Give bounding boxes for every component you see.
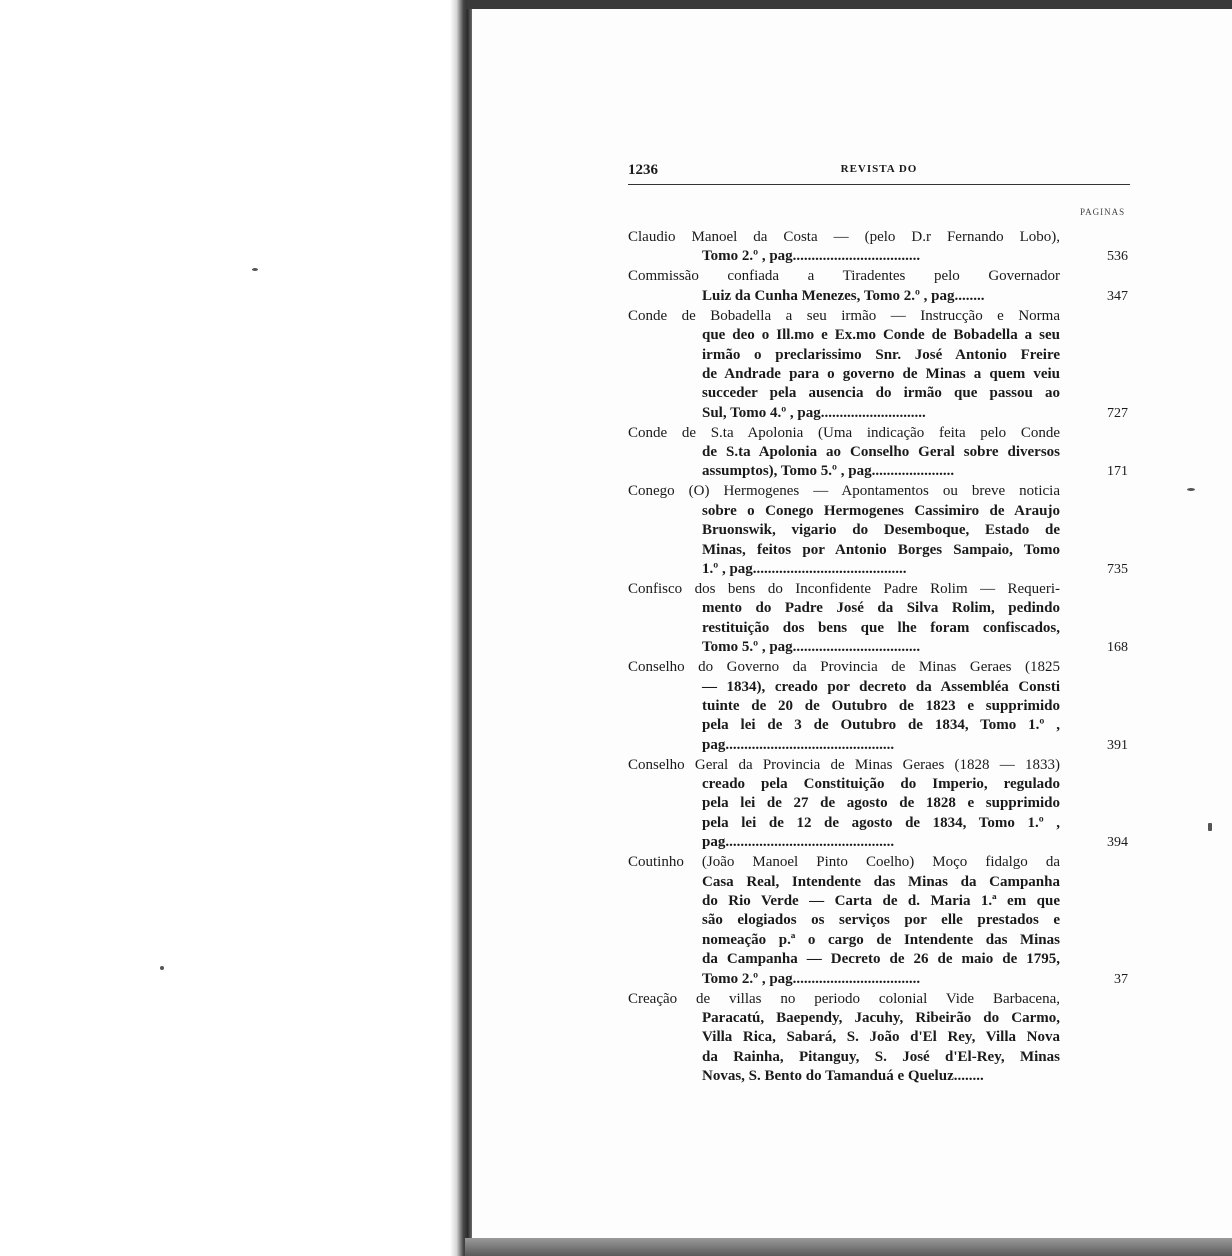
entry-text-line: Paracatú, Baependy, Jacuhy, Ribeirão do Carmo, <box>702 1009 1060 1026</box>
index-entry <box>628 228 1132 267</box>
entry-heading-line: Conselho Geral da Provincia de Minas Geraes (1828 — 1833) <box>628 756 1060 773</box>
entry-text-line: succeder pela ausencia do irmão que passou ao <box>702 385 1060 402</box>
entry-text-line: que deo o Ill.mo e Ex.mo Conde de Bobadella a seu <box>702 327 1060 344</box>
entry-text-line: Villa Rica, Sabará, S. João d'El Rey, Villa Nova <box>702 1029 1060 1046</box>
entry-page-number: 347 <box>1107 288 1128 304</box>
entry-text-line: mento do Padre José da Silva Rolim, pedindo <box>702 600 1060 617</box>
entry-text-line: Casa Real, Intendente das Minas da Campanha <box>702 873 1060 890</box>
index-entry <box>628 990 1132 1087</box>
entry-text-line: tuinte de 20 de Outubro de 1823 e supprimido <box>702 697 1060 714</box>
entry-heading-line: Conselho do Governo da Provincia de Minas Geraes (1825 <box>628 659 1060 676</box>
entry-text-line: Minas, feitos por Antonio Borges Sampaio, Tomo <box>702 541 1060 558</box>
scan-speck <box>1187 488 1195 491</box>
entry-text-line: Tomo 2.º , pag.................................. <box>702 970 921 987</box>
entry-heading-line: Conde de Bobadella a seu irmão — Instrucção e Norma <box>628 307 1060 324</box>
entry-text-line: de Andrade para o governo de Minas a quem veiu <box>702 365 1060 382</box>
page-number: 1236 <box>628 162 658 178</box>
index-entry <box>628 482 1132 579</box>
entry-text-line: pela lei de 27 de agosto de 1828 e supprimido <box>702 795 1060 812</box>
entry-page-number: 394 <box>1107 835 1128 851</box>
entry-text-line: 1.º , pag......................................... <box>702 561 907 578</box>
entry-text-line: restituição dos bens que lhe foram confiscados, <box>702 619 1060 636</box>
entry-heading-line: Commissão confiada a Tiradentes pelo Governador <box>628 268 1060 285</box>
entry-page-number: 171 <box>1107 464 1128 480</box>
entry-text-line: da Rainha, Pitanguy, S. José d'El-Rey, Minas <box>702 1048 1060 1065</box>
entry-text-line: assumptos), Tomo 5.º , pag...................... <box>702 463 955 480</box>
column-heading: PAGINAS <box>1080 207 1126 217</box>
journal-title: REVISTA DO <box>840 163 918 175</box>
entry-heading-line: Confisco dos bens do Inconfidente Padre Rolim — Requeri- <box>628 581 1060 597</box>
entry-text-line: da Campanha — Decreto de 26 de maio de 1795, <box>702 951 1060 968</box>
entry-text-line: do Rio Verde — Carta de d. Maria 1.ª em que <box>702 893 1060 910</box>
entry-text-line: Tomo 2.º , pag.................................. <box>702 248 921 265</box>
index-entries <box>628 228 1132 1087</box>
scan-speck <box>160 966 164 970</box>
book-spine <box>450 0 472 1256</box>
entry-text-line: sobre o Conego Hermogenes Cassimiro de Araujo <box>702 502 1060 519</box>
index-entry <box>628 307 1132 423</box>
left-page <box>0 0 456 1256</box>
index-entry <box>628 424 1132 482</box>
scan-speck <box>1208 823 1212 831</box>
entry-text-line: creado pela Constituição do Imperio, regulado <box>702 776 1060 793</box>
entry-text-line: são elogiados os serviços por elle prestados e <box>702 912 1060 929</box>
running-head <box>628 162 1130 185</box>
index-entry <box>628 580 1132 658</box>
entry-text-line: pag............................................. <box>702 736 895 753</box>
index-entry <box>628 853 1132 989</box>
entry-text-line: Tomo 5.º , pag.................................. <box>702 639 921 656</box>
index-entry <box>628 756 1132 853</box>
entry-page-number: 536 <box>1107 249 1128 265</box>
entry-heading-line: Creação de villas no periodo colonial Vide Barbacena, <box>628 990 1060 1007</box>
entry-page-number: 735 <box>1107 562 1128 577</box>
scan-speck <box>252 268 258 271</box>
entry-page-number: 727 <box>1107 405 1128 421</box>
entry-text-line: irmão o preclarissimo Snr. José Antonio Freire <box>702 346 1060 363</box>
page-top-edge <box>465 0 1232 9</box>
entry-heading-line: Conde de S.ta Apolonia (Uma indicação feita pelo Conde <box>628 424 1060 441</box>
entry-heading-line: Coutinho (João Manoel Pinto Coelho) Moço fidalgo da <box>628 854 1060 871</box>
entry-text-line: pela lei de 12 de agosto de 1834, Tomo 1.º , <box>702 814 1060 831</box>
entry-heading-line: Conego (O) Hermogenes — Apontamentos ou breve noticia <box>628 483 1060 500</box>
entry-heading-line: Claudio Manoel da Costa — (pelo D.r Fernando Lobo), <box>628 229 1060 245</box>
entry-page-number: 37 <box>1114 971 1128 987</box>
entry-text-line: pag............................................. <box>702 834 895 851</box>
page-bottom-edge <box>465 1238 1232 1256</box>
entry-text-line: Sul, Tomo 4.º , pag............................ <box>702 404 926 421</box>
entry-text-line: Bruonswik, vigario do Desemboque, Estado de <box>702 522 1060 539</box>
entry-text-line: — 1834), creado por decreto da Assembléa Consti <box>702 678 1060 695</box>
entry-text-line: pela lei de 3 de Outubro de 1834, Tomo 1.º , <box>702 717 1060 734</box>
entry-text-line: Novas, S. Bento do Tamanduá e Queluz........ <box>702 1068 984 1085</box>
entry-text-line: de S.ta Apolonia ao Conselho Geral sobre diversos <box>702 444 1060 461</box>
index-entry <box>628 658 1132 755</box>
entry-text-line: nomeação p.ª o cargo de Intendente das Minas <box>702 931 1060 948</box>
entry-page-number: 391 <box>1107 737 1128 753</box>
index-entry <box>628 267 1132 306</box>
entry-page-number: 168 <box>1107 640 1128 656</box>
entry-text-line: Luiz da Cunha Menezes, Tomo 2.º , pag........ <box>702 287 985 304</box>
